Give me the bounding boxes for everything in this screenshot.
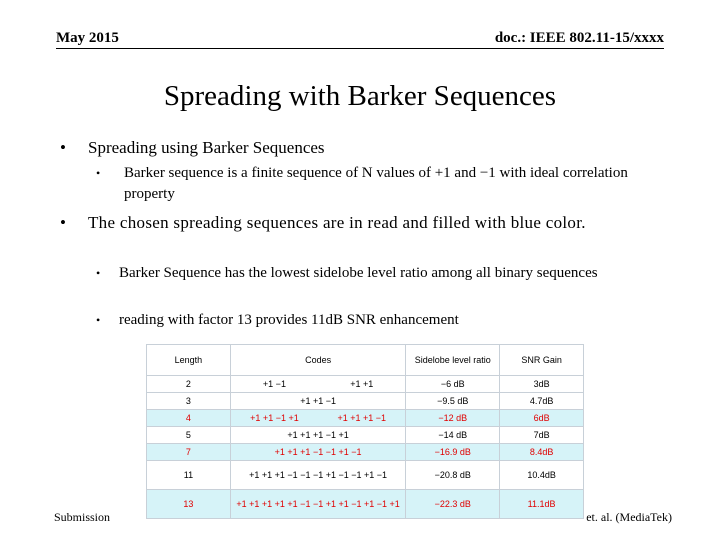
col-header-codes: Codes (230, 345, 406, 376)
footer-author: et. al. (MediaTek) (586, 510, 672, 524)
table-row (147, 410, 584, 427)
table-row (147, 490, 584, 519)
header-rule (56, 48, 664, 49)
cell-codes: +1 +1 +1 −1 +1 (230, 427, 406, 444)
bullet-1-text: Spreading using Barker Sequences (88, 138, 325, 157)
cell-length: 11 (147, 461, 231, 490)
table-row (147, 393, 584, 410)
barker-table (146, 344, 584, 519)
bullet-2-sub-2-text: reading with factor 13 provides 11dB SNR enhancement (119, 312, 459, 328)
bullet-dot: • (96, 313, 101, 327)
cell-snr-gain: 3dB (500, 376, 584, 393)
code-sequence: +1 +1 +1 −1 (337, 413, 386, 423)
cell-codes: +1 +1 +1 −1 −1 +1 −1 (230, 444, 406, 461)
cell-sidelobe: −22.3 dB (406, 490, 500, 519)
col-header-snr-gain: SNR Gain (500, 345, 584, 376)
cell-length: 13 (147, 490, 231, 519)
bullet-dot: • (96, 166, 101, 180)
table-row (147, 444, 584, 461)
bullet-1 (60, 137, 660, 158)
cell-codes (230, 410, 406, 427)
cell-snr-gain: 11.1dB (500, 490, 584, 519)
table-row (147, 461, 584, 490)
cell-snr-gain: 6dB (500, 410, 584, 427)
cell-length: 3 (147, 393, 231, 410)
cell-sidelobe: −16.9 dB (406, 444, 500, 461)
bullet-2-sub-1 (96, 263, 656, 284)
bullet-dot: • (60, 213, 66, 232)
cell-codes: +1 +1 +1 +1 +1 −1 −1 +1 +1 −1 +1 −1 +1 (230, 490, 406, 519)
cell-sidelobe: −12 dB (406, 410, 500, 427)
cell-length: 7 (147, 444, 231, 461)
col-header-length: Length (147, 345, 231, 376)
bullet-1-sub-1-text: Barker sequence is a finite sequence of N values of +1 and −1 with ideal correlation property (124, 165, 628, 202)
cell-codes: +1 +1 −1 (230, 393, 406, 410)
table-row (147, 427, 584, 444)
cell-snr-gain: 7dB (500, 427, 584, 444)
bullet-1-sub-1 (96, 163, 666, 205)
cell-sidelobe: −6 dB (406, 376, 500, 393)
header-doc-id: doc.: IEEE 802.11-15/xxxx (494, 30, 664, 46)
code-sequence: +1 +1 (350, 379, 374, 389)
bullet-dot: • (60, 138, 66, 157)
code-sequence: +1 +1 −1 +1 (250, 413, 299, 423)
table-row (147, 376, 584, 393)
cell-length: 5 (147, 427, 231, 444)
bullet-2-sub-1-text: Barker Sequence has the lowest sidelobe level ratio among all binary sequences (119, 265, 598, 281)
code-group (231, 379, 406, 389)
cell-sidelobe: −20.8 dB (406, 461, 500, 490)
cell-snr-gain: 4.7dB (500, 393, 584, 410)
code-group (231, 413, 406, 423)
cell-length: 2 (147, 376, 231, 393)
bullet-dot: • (96, 266, 101, 280)
col-header-sidelobe: Sidelobe level ratio (406, 345, 500, 376)
footer-submission: Submission (54, 510, 111, 524)
header-date: May 2015 (56, 30, 119, 46)
slide-title: Spreading with Barker Sequences (163, 80, 557, 112)
cell-codes (230, 376, 406, 393)
cell-snr-gain: 8.4dB (500, 444, 584, 461)
bullet-2 (60, 212, 660, 233)
bullet-2-sub-2 (96, 310, 656, 331)
bullet-2-text: The chosen spreading sequences are in read and filled with blue color. (88, 213, 586, 232)
cell-length: 4 (147, 410, 231, 427)
cell-snr-gain: 10.4dB (500, 461, 584, 490)
cell-sidelobe: −14 dB (406, 427, 500, 444)
cell-sidelobe: −9.5 dB (406, 393, 500, 410)
cell-codes: +1 +1 +1 −1 −1 −1 +1 −1 −1 +1 −1 (230, 461, 406, 490)
code-sequence: +1 −1 (262, 379, 286, 389)
